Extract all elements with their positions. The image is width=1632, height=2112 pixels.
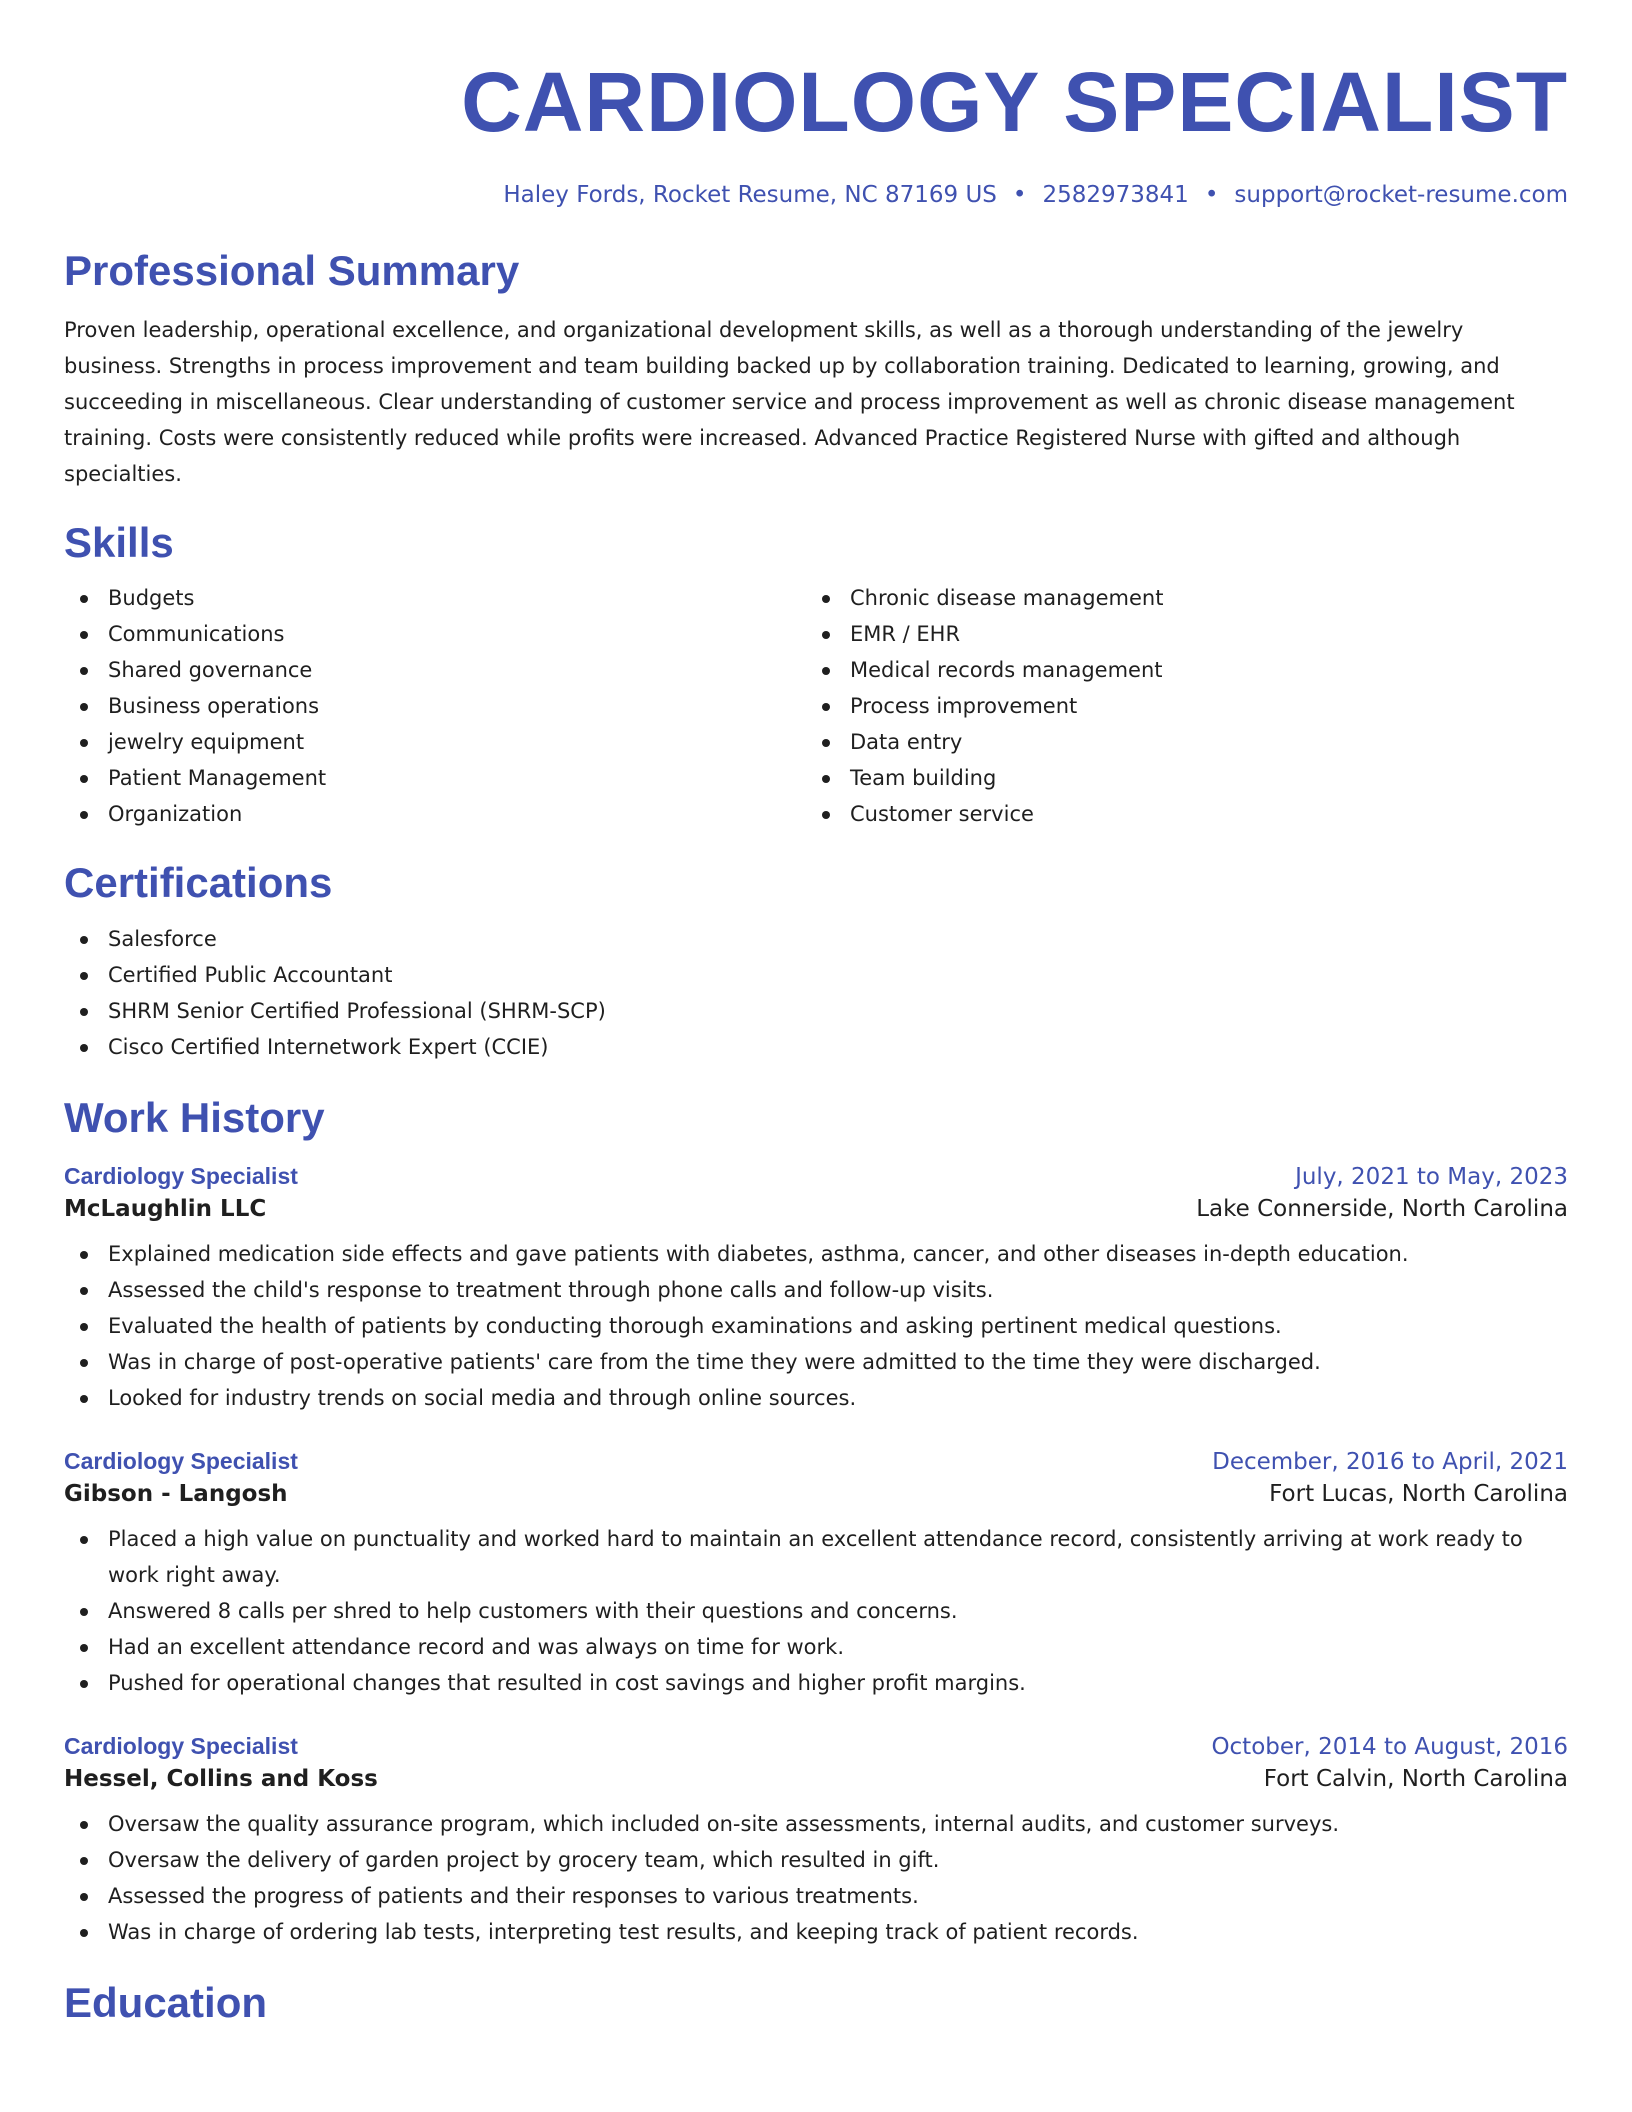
job-company: Gibson - Langosh [64, 1480, 288, 1507]
skill-item: Communications [64, 616, 806, 652]
job-bullet: Oversaw the quality assurance program, which included on-site assessments, internal audits, and customer surveys. [64, 1806, 1568, 1842]
job-bullets [64, 1236, 1568, 1416]
job-dates: December, 2016 to April, 2021 [1212, 1448, 1568, 1475]
contact-address: Haley Fords, Rocket Resume, NC 87169 US [503, 182, 997, 208]
certifications-heading: Certifications [64, 859, 333, 907]
skill-item: Organization [64, 796, 806, 832]
job-bullet: Answered 8 calls per shred to help customers with their questions and concerns. [64, 1593, 1568, 1629]
job-bullet: Had an excellent attendance record and was always on time for work. [64, 1629, 1568, 1665]
job-entry [64, 1448, 1568, 1701]
job-company: Hessel, Collins and Koss [64, 1765, 378, 1792]
job-bullet: Oversaw the delivery of garden project by grocery team, which resulted in gift. [64, 1842, 1568, 1878]
job-location: Fort Calvin, North Carolina [1263, 1765, 1568, 1792]
job-dates: July, 2021 to May, 2023 [1295, 1163, 1568, 1190]
skill-item: Data entry [806, 724, 1548, 760]
certifications-list [64, 921, 1568, 1065]
job-bullet: Placed a high value on punctuality and worked hard to maintain an excellent attendance record, consistently arriving at work ready to work right away. [64, 1521, 1568, 1593]
skill-item: Chronic disease management [806, 580, 1548, 616]
job-location: Fort Lucas, North Carolina [1269, 1480, 1568, 1507]
job-bullet: Was in charge of ordering lab tests, interpreting test results, and keeping track of patient records. [64, 1914, 1568, 1950]
work-history-heading: Work History [64, 1093, 325, 1141]
job-title: Cardiology Specialist [64, 1732, 298, 1759]
contact-separator: • [1012, 182, 1027, 208]
certification-item: Cisco Certified Internetwork Expert (CCIE) [64, 1029, 1568, 1065]
skills-heading: Skills [64, 519, 174, 567]
contact-email: support@rocket-resume.com [1234, 182, 1568, 208]
contact-phone: 2582973841 [1042, 182, 1189, 208]
job-bullet: Was in charge of post-operative patients' care from the time they were admitted to the time they were discharged. [64, 1344, 1568, 1380]
job-dates: October, 2014 to August, 2016 [1211, 1733, 1568, 1760]
job-bullets [64, 1806, 1568, 1950]
summary-heading: Professional Summary [64, 247, 520, 294]
skills-list-right [806, 580, 1548, 832]
certification-item: Certified Public Accountant [64, 957, 1568, 993]
job-bullet: Assessed the child's response to treatment through phone calls and follow-up visits. [64, 1272, 1568, 1308]
job-bullet: Explained medication side effects and gave patients with diabetes, asthma, cancer, and other diseases in-depth education. [64, 1236, 1568, 1272]
job-bullet: Pushed for operational changes that resulted in cost savings and higher profit margins. [64, 1665, 1568, 1701]
job-entry [64, 1733, 1568, 1950]
summary-text: Proven leadership, operational excellence, and organizational development skills, as well as a thorough understanding of the jewelry business. Strengths in process improvement and team building backed up by collaboration training. Dedicated to learning, growing, and succeeding in miscellaneous. Clear understanding of customer service and process improvement as well as chronic disease management training. Costs were consistently reduced while profits were increased. Advanced Practice Registered Nurse with gifted and although specialties. [64, 318, 1515, 487]
job-bullet: Evaluated the health of patients by conducting thorough examinations and asking pertinent medical questions. [64, 1308, 1568, 1344]
job-location: Lake Connerside, North Carolina [1196, 1195, 1568, 1222]
job-bullet: Assessed the progress of patients and their responses to various treatments. [64, 1878, 1568, 1914]
job-entry [64, 1163, 1568, 1416]
job-bullets [64, 1521, 1568, 1701]
skill-item: Patient Management [64, 760, 806, 796]
education-heading: Education [64, 1978, 268, 2026]
job-title: Cardiology Specialist [64, 1447, 298, 1474]
skill-item: EMR / EHR [806, 616, 1548, 652]
skill-item: Budgets [64, 580, 806, 616]
skill-item: Team building [806, 760, 1548, 796]
certification-item: SHRM Senior Certified Professional (SHRM-SCP) [64, 993, 1568, 1029]
skill-item: Process improvement [806, 688, 1548, 724]
job-title: Cardiology Specialist [64, 1162, 298, 1189]
contact-separator: • [1204, 182, 1219, 208]
skill-item: Customer service [806, 796, 1548, 832]
skill-item: jewelry equipment [64, 724, 806, 760]
skills-list-left [64, 580, 806, 832]
job-company: McLaughlin LLC [64, 1195, 267, 1222]
job-bullet: Looked for industry trends on social media and through online sources. [64, 1380, 1568, 1416]
skill-item: Medical records management [806, 652, 1548, 688]
skill-item: Shared governance [64, 652, 806, 688]
skill-item: Business operations [64, 688, 806, 724]
contact-line [64, 182, 1568, 208]
certification-item: Salesforce [64, 921, 1568, 957]
resume-title: CARDIOLOGY SPECIALIST [461, 55, 1568, 149]
skills-columns [64, 580, 1568, 832]
